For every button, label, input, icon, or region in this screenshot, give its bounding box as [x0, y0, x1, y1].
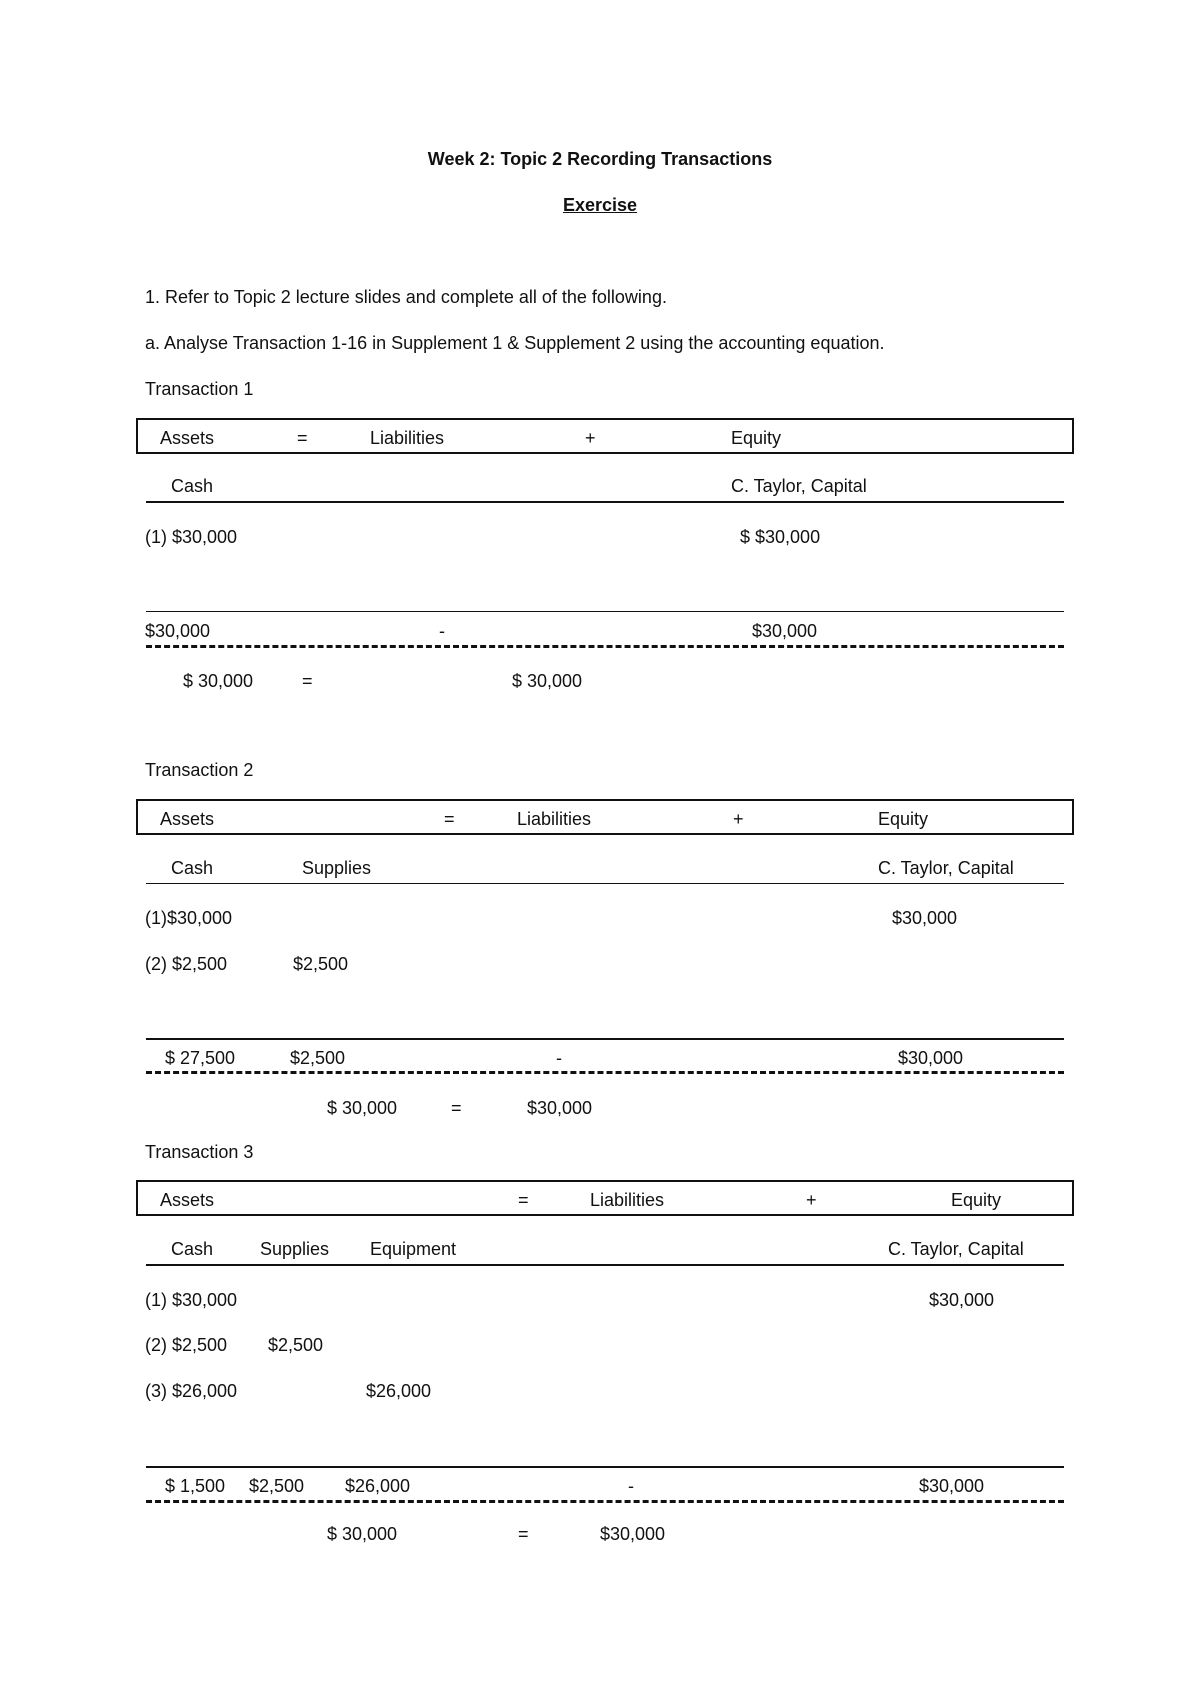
eq-plus: +	[585, 428, 596, 448]
eq-equals: =	[444, 809, 455, 829]
row-1-cash: (1)$30,000	[145, 908, 233, 928]
row-1-cash: (1) $30,000	[145, 527, 238, 547]
row-1-capital: $30,000	[929, 1290, 995, 1310]
col-capital: C. Taylor, Capital	[731, 476, 867, 496]
row-1-cash: (1) $30,000	[145, 1290, 238, 1310]
summary-equals: =	[302, 671, 313, 691]
transaction-heading: Transaction 2	[145, 760, 254, 780]
summary-liab-equity: $ 30,000	[512, 671, 583, 691]
total-rule	[146, 1466, 1064, 1468]
instruction-a: a. Analyse Transaction 1-16 in Supplement 1 & Supplement 2 using the accounting equation.	[145, 333, 885, 353]
page-subtitle: Exercise	[562, 195, 638, 215]
eq-equity: Equity	[878, 809, 929, 829]
total-rule	[146, 1038, 1064, 1040]
dashed-rule	[146, 1500, 1064, 1503]
col-supplies: Supplies	[260, 1239, 330, 1259]
total-supplies: $2,500	[249, 1476, 305, 1496]
eq-plus: +	[733, 809, 744, 829]
eq-equity: Equity	[951, 1190, 1002, 1210]
col-cash: Cash	[171, 1239, 214, 1259]
total-supplies: $2,500	[290, 1048, 346, 1068]
eq-assets: Assets	[160, 428, 215, 448]
header-rule	[146, 501, 1064, 503]
col-capital: C. Taylor, Capital	[888, 1239, 1024, 1259]
header-rule	[146, 883, 1064, 884]
row-2-cash: (2) $2,500	[145, 1335, 228, 1355]
summary-assets: $ 30,000	[183, 671, 254, 691]
total-capital: $30,000	[752, 621, 818, 641]
eq-equals: =	[297, 428, 308, 448]
page-title: Week 2: Topic 2 Recording Transactions	[427, 149, 773, 169]
row-3-cash: (3) $26,000	[145, 1381, 238, 1401]
row-2-supplies: $2,500	[268, 1335, 324, 1355]
total-cash: $ 1,500	[165, 1476, 226, 1496]
row-1-capital: $ $30,000	[740, 527, 821, 547]
eq-equity: Equity	[731, 428, 782, 448]
eq-liabilities: Liabilities	[517, 809, 592, 829]
row-2-cash: (2) $2,500	[145, 954, 228, 974]
eq-assets: Assets	[160, 809, 215, 829]
summary-equals: =	[451, 1098, 462, 1118]
dashed-rule	[146, 1071, 1064, 1074]
equation-box	[136, 418, 1074, 454]
dashed-rule	[146, 645, 1064, 648]
total-liabilities: -	[556, 1048, 562, 1068]
eq-equals: =	[518, 1190, 529, 1210]
header-rule	[146, 1264, 1064, 1266]
total-liabilities: -	[439, 621, 445, 641]
total-rule	[146, 611, 1064, 612]
eq-liabilities: Liabilities	[370, 428, 445, 448]
col-cash: Cash	[171, 858, 214, 878]
total-equipment: $26,000	[345, 1476, 411, 1496]
row-3-equipment: $26,000	[366, 1381, 432, 1401]
transaction-heading: Transaction 3	[145, 1142, 254, 1162]
eq-assets: Assets	[160, 1190, 215, 1210]
total-capital: $30,000	[919, 1476, 985, 1496]
equation-box	[136, 799, 1074, 835]
summary-assets: $ 30,000	[327, 1098, 398, 1118]
total-cash: $30,000	[145, 621, 211, 641]
summary-equals: =	[518, 1524, 529, 1544]
total-capital: $30,000	[898, 1048, 964, 1068]
row-1-capital: $30,000	[892, 908, 958, 928]
transaction-heading: Transaction 1	[145, 379, 254, 399]
summary-liab-equity: $30,000	[600, 1524, 666, 1544]
col-supplies: Supplies	[302, 858, 372, 878]
instruction-1: 1. Refer to Topic 2 lecture slides and complete all of the following.	[145, 287, 667, 307]
summary-assets: $ 30,000	[327, 1524, 398, 1544]
eq-liabilities: Liabilities	[590, 1190, 665, 1210]
summary-liab-equity: $30,000	[527, 1098, 593, 1118]
eq-plus: +	[806, 1190, 817, 1210]
col-cash: Cash	[171, 476, 214, 496]
total-cash: $ 27,500	[165, 1048, 236, 1068]
col-capital: C. Taylor, Capital	[878, 858, 1014, 878]
total-liabilities: -	[628, 1476, 634, 1496]
row-2-supplies: $2,500	[293, 954, 349, 974]
col-equipment: Equipment	[370, 1239, 457, 1259]
